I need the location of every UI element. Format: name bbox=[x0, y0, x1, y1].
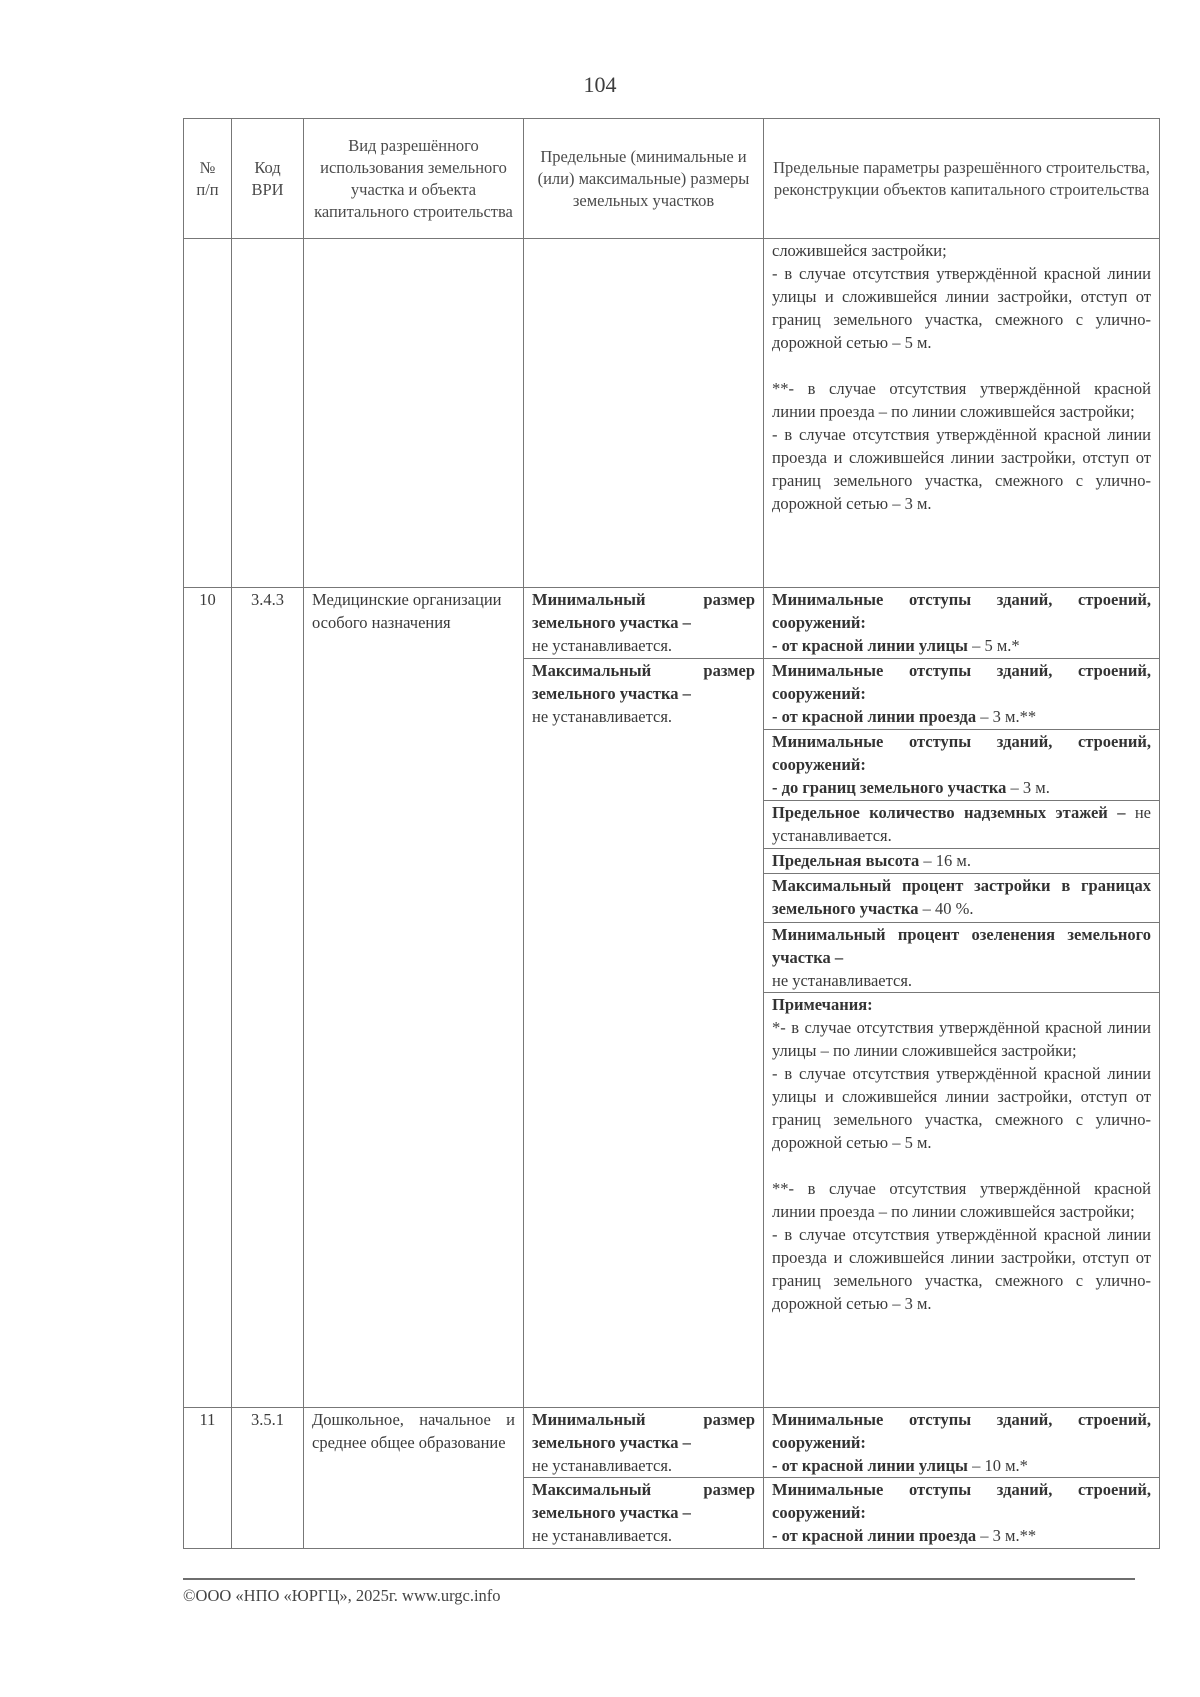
page-number: 104 bbox=[583, 72, 617, 97]
param-line: - от красной линии проезда bbox=[772, 1526, 977, 1546]
note-gap bbox=[772, 354, 1151, 377]
footer-copyright: ©ООО «НПО «ЮРГЦ», 2025г. www.urgc.info bbox=[183, 1586, 501, 1605]
table-row-10 bbox=[184, 588, 1160, 659]
param-label: Минимальные отступы зданий, строений, сооружений: bbox=[772, 590, 1151, 633]
max-size-label: Максимальный размер земельного участка – bbox=[532, 1480, 755, 1523]
param-label: Минимальные отступы зданий, строений, сооружений: bbox=[772, 731, 1151, 774]
param-value: – 5 м.* bbox=[967, 636, 1020, 656]
min-size-value: не устанавливается. bbox=[532, 1455, 673, 1475]
cell-empty bbox=[304, 239, 524, 588]
param-cell bbox=[764, 800, 1160, 848]
param-value: – 10 м.* bbox=[967, 1455, 1028, 1475]
note-line: **- в случае отсутствия утверждённой красной линии проезда – по линии сложившейся застройки; bbox=[772, 1179, 1151, 1222]
row-code: 3.4.3 bbox=[232, 588, 304, 1407]
param-line: - от красной линии улицы bbox=[772, 1455, 968, 1475]
param-value: – 40 %. bbox=[918, 899, 974, 919]
param-value: – 3 м. bbox=[1006, 777, 1050, 797]
param-cell bbox=[764, 848, 1160, 873]
cell-empty bbox=[232, 239, 304, 588]
continuation-notes bbox=[764, 239, 1160, 588]
param-line: - от красной линии проезда bbox=[772, 707, 977, 727]
min-size-label: Минимальный размер земельного участка – bbox=[532, 1409, 755, 1452]
min-size-label: Минимальный размер земельного участка – bbox=[532, 590, 755, 633]
note-line: **- в случае отсутствия утверждённой красной линии проезда – по линии сложившейся застройки; bbox=[772, 379, 1151, 421]
param-label: Предельное количество надземных этажей – bbox=[772, 802, 1126, 822]
param-line: - от красной линии улицы bbox=[772, 636, 968, 656]
cell-empty bbox=[184, 239, 232, 588]
header-code: Код ВРИ bbox=[232, 119, 304, 239]
cell-empty bbox=[524, 239, 764, 588]
param-label: Максимальный процент застройки в границах земельного участка bbox=[772, 876, 1151, 919]
param-cell bbox=[764, 1478, 1160, 1549]
row-number: 10 bbox=[184, 588, 232, 1407]
param-label: Минимальный процент озеленения земельного участка – bbox=[772, 924, 1151, 967]
max-size-value: не устанавливается. bbox=[532, 1526, 673, 1546]
table-header-row bbox=[184, 119, 1160, 239]
header-params: Предельные параметры разрешённого строительства, реконструкции объектов капитального строительства bbox=[764, 119, 1160, 239]
footer-divider bbox=[183, 1578, 1135, 1580]
note-gap bbox=[772, 1154, 1151, 1177]
notes-title: Примечания: bbox=[772, 995, 873, 1015]
param-cell bbox=[764, 1407, 1160, 1478]
param-value: не устанавливается. bbox=[772, 802, 1151, 845]
row-kind: Дошкольное, начальное и среднее общее образование bbox=[304, 1407, 524, 1549]
note-line: - в случае отсутствия утверждённой красной линии проезда и сложившейся линии застройки, отступ от границ земельного участка, смежного с улично-дорожной сетью – 3 м. bbox=[772, 425, 1151, 513]
row-code: 3.5.1 bbox=[232, 1407, 304, 1549]
param-label: Предельная высота bbox=[772, 850, 920, 870]
param-line: - до границ земельного участка bbox=[772, 777, 1007, 797]
note-line: *- в случае отсутствия утверждённой красной линии улицы – по линии сложившейся застройки; bbox=[772, 1018, 1151, 1061]
note-line: - в случае отсутствия утверждённой красной линии улицы и сложившейся линии застройки, отступ от границ земельного участка, смежного с улично-дорожной сетью – 5 м. bbox=[772, 264, 1151, 352]
regulations-table bbox=[183, 118, 1160, 1549]
header-sizes: Предельные (минимальные и (или) максимальные) размеры земельных участков bbox=[524, 119, 764, 239]
param-cell bbox=[764, 659, 1160, 730]
note-line: - в случае отсутствия утверждённой красной линии проезда и сложившейся линии застройки, отступ от границ земельного участка, смежного с улично-дорожной сетью – 3 м. bbox=[772, 1225, 1151, 1314]
max-size-cell bbox=[524, 1478, 764, 1549]
param-cell bbox=[764, 874, 1160, 922]
param-value: не устанавливается. bbox=[772, 970, 913, 990]
max-size-value: не устанавливается. bbox=[532, 707, 673, 727]
max-size-cell bbox=[524, 659, 764, 1407]
row-kind: Медицинские организации особого назначения bbox=[304, 588, 524, 1407]
param-label: Минимальные отступы зданий, строений, сооружений: bbox=[772, 1480, 1151, 1523]
min-size-value: не устанавливается. bbox=[532, 636, 673, 656]
param-cell bbox=[764, 922, 1160, 993]
param-cell bbox=[764, 588, 1160, 659]
table-row-continuation bbox=[184, 239, 1160, 588]
param-value: – 3 м.** bbox=[976, 707, 1037, 727]
row-number: 11 bbox=[184, 1407, 232, 1549]
param-label: Минимальные отступы зданий, строений, сооружений: bbox=[772, 1409, 1151, 1452]
min-size-cell bbox=[524, 1407, 764, 1478]
note-line: сложившейся застройки; bbox=[772, 241, 947, 260]
table-row-11 bbox=[184, 1407, 1160, 1478]
header-kind: Вид разрешённого использования земельного участка и объекта капитального строительства bbox=[304, 119, 524, 239]
notes-cell bbox=[764, 993, 1160, 1407]
note-line: - в случае отсутствия утверждённой красной линии улицы и сложившейся линии застройки, отступ от границ земельного участка, смежного с улично-дорожной сетью – 5 м. bbox=[772, 1064, 1151, 1153]
param-cell bbox=[764, 729, 1160, 800]
max-size-label: Максимальный размер земельного участка – bbox=[532, 661, 755, 704]
param-value: – 16 м. bbox=[919, 850, 971, 870]
param-value: – 3 м.** bbox=[976, 1526, 1037, 1546]
param-label: Минимальные отступы зданий, строений, сооружений: bbox=[772, 661, 1151, 704]
min-size-cell bbox=[524, 588, 764, 659]
header-num: № п/п bbox=[184, 119, 232, 239]
